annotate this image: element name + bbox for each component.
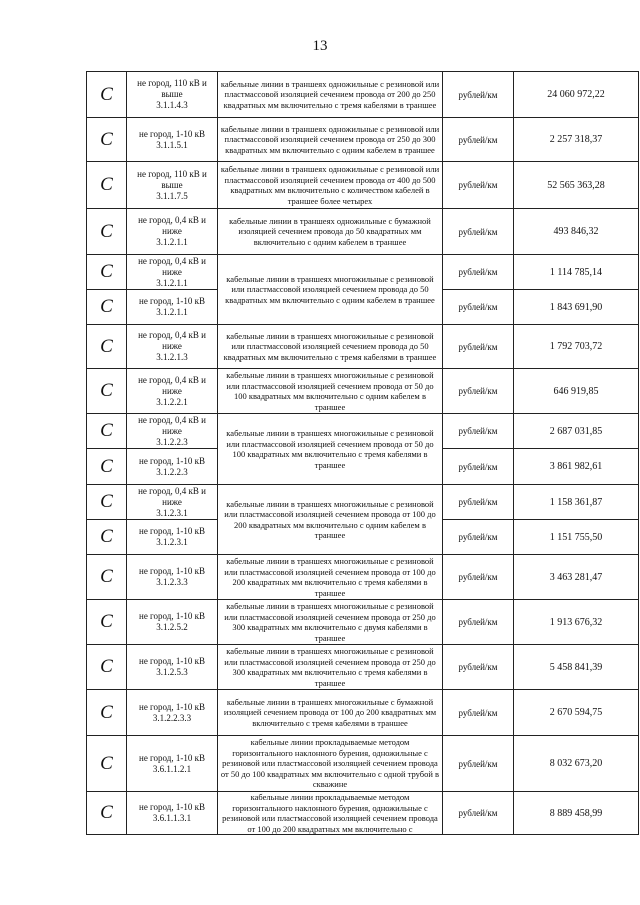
category-label: не город, 0,4 кВ и ниже [138, 255, 206, 277]
description-cell: кабельные линии в траншеях многожильные с резиновой или пластмассовой изоляцией сечением провода от 50 до 100 квадратных мм включительно с одним кабелем в траншее [218, 369, 443, 414]
rate-code: 3.1.2.2.3 [156, 436, 188, 447]
rate-value: 8 032 673,20 [514, 736, 639, 792]
description-cell: кабельные линии в траншеях одножильные с резиновой или пластмассовой изоляцией сечением провода от 250 до 300 квадратных мм включительно с одним кабелем в траншее [218, 118, 443, 162]
standard-symbol: C [87, 290, 127, 325]
category-cell [127, 325, 218, 369]
rates-table [86, 71, 639, 835]
rate-code: 3.1.2.1.1 [156, 307, 188, 317]
category-cell [127, 690, 218, 736]
category-label: не город, 0,4 кВ и ниже [138, 374, 206, 396]
unit-cell: рублей/км [443, 645, 514, 690]
standard-symbol: C [87, 520, 127, 555]
standard-symbol: C [87, 555, 127, 600]
unit-cell: рублей/км [443, 118, 514, 162]
rate-value: 1 158 361,87 [514, 485, 639, 520]
unit-cell: рублей/км [443, 255, 514, 290]
category-cell [127, 736, 218, 792]
standard-symbol: C [87, 736, 127, 792]
rate-code: 3.1.1.4.3 [156, 100, 188, 110]
table-row [87, 255, 639, 290]
description-cell: кабельные линии в траншеях многожильные с резиновой или пластмассовой изоляцией сечением провода от 100 до 200 квадратных мм включительно с тремя кабелями в траншее [218, 555, 443, 600]
category-label: не город, 110 кВ и выше [137, 168, 207, 190]
category-cell [127, 449, 218, 485]
rate-value: 1 151 755,50 [514, 520, 639, 555]
rate-code: 3.1.2.2.3.3 [152, 712, 192, 723]
unit-cell: рублей/км [443, 520, 514, 555]
rate-value: 1 913 676,32 [514, 600, 639, 645]
category-label: не город, 1-10 кВ [139, 128, 205, 139]
category-label: не город, 0,4 кВ и ниже [138, 215, 206, 236]
rate-code: 3.1.1.5.1 [156, 139, 188, 150]
standard-symbol: C [87, 792, 127, 835]
description-cell: кабельные линии в траншеях многожильные с резиновой или пластмассовой изоляцией сечением провода от 250 до 300 квадратных мм включительно с двумя кабелями в траншее [218, 600, 443, 645]
rate-value: 1 114 785,14 [514, 255, 639, 290]
table-row [87, 555, 639, 600]
unit-cell: рублей/км [443, 369, 514, 414]
unit-cell: рублей/км [443, 72, 514, 118]
standard-symbol: C [87, 255, 127, 290]
table-row [87, 369, 639, 414]
table-row [87, 645, 639, 690]
table-row [87, 72, 639, 118]
standard-symbol: C [87, 72, 127, 118]
unit-cell: рублей/км [443, 555, 514, 600]
rate-value: 24 060 972,22 [514, 72, 639, 118]
category-cell [127, 792, 218, 835]
rate-code: 3.1.2.5.3 [156, 667, 188, 677]
rate-value: 646 919,85 [514, 369, 639, 414]
page-number: 13 [312, 38, 328, 54]
category-cell [127, 255, 218, 290]
rate-value: 8 889 458,99 [514, 792, 639, 835]
standard-symbol: C [87, 414, 127, 449]
category-cell [127, 414, 218, 449]
category-cell [127, 209, 218, 255]
description-cell: кабельные линии в траншеях многожильные с бумажной изоляцией сечением провода от 100 до 200 квадратных мм включительно с тремя кабелями в траншее [218, 690, 443, 736]
standard-symbol: C [87, 209, 127, 255]
standard-symbol: C [87, 162, 127, 209]
unit-cell: рублей/км [443, 290, 514, 325]
rate-code: 3.1.2.3.1 [156, 507, 188, 518]
rate-code: 3.1.2.1.1 [156, 277, 188, 288]
rate-code: 3.1.2.3.1 [156, 537, 188, 547]
category-cell [127, 369, 218, 414]
unit-cell: рублей/км [443, 162, 514, 209]
unit-cell: рублей/км [443, 449, 514, 485]
category-cell [127, 290, 218, 325]
rate-value: 1 792 703,72 [514, 325, 639, 369]
rate-value: 2 670 594,75 [514, 690, 639, 736]
category-label: не город, 1-10 кВ [139, 566, 205, 576]
standard-symbol: C [87, 118, 127, 162]
description-cell: кабельные линии в траншеях многожильные с резиновой или пластмассовой изоляцией сечением провода до 50 квадратных мм включительно с одним кабелем в траншее [218, 255, 443, 325]
table-row [87, 485, 639, 520]
unit-cell: рублей/км [443, 485, 514, 520]
table-row [87, 325, 639, 369]
description-cell: кабельные линии в траншеях одножильные с резиновой или пластмассовой изоляцией сечением провода от 400 до 500 квадратных мм включительно с количеством кабелей в траншее более четырех [218, 162, 443, 209]
standard-symbol: C [87, 690, 127, 736]
category-label: не город, 1-10 кВ [139, 296, 205, 306]
rate-value: 52 565 363,28 [514, 162, 639, 209]
standard-symbol: C [87, 369, 127, 414]
rate-value: 2 687 031,85 [514, 414, 639, 449]
category-cell [127, 118, 218, 162]
rate-value: 5 458 841,39 [514, 645, 639, 690]
table-row [87, 600, 639, 645]
table-row [87, 118, 639, 162]
category-label: не город, 1-10 кВ [139, 701, 205, 712]
category-label: не город, 1-10 кВ [139, 656, 205, 666]
rate-value: 1 843 691,90 [514, 290, 639, 325]
table-row [87, 162, 639, 209]
description-cell: кабельные линии в траншеях одножильные с резиновой или пластмассовой изоляцией сечением провода от 200 до 250 квадратных мм включительно с тремя кабелями в траншее [218, 72, 443, 118]
rate-code: 3.6.1.1.2.1 [152, 763, 192, 774]
rate-value: 3 463 281,47 [514, 555, 639, 600]
category-cell [127, 555, 218, 600]
rate-value: 3 861 982,61 [514, 449, 639, 485]
description-cell: кабельные линии в траншеях многожильные с резиновой или пластмассовой изоляцией сечением провода от 250 до 300 квадратных мм включительно с тремя кабелями в траншее [218, 645, 443, 690]
category-cell [127, 600, 218, 645]
category-label: не город, 1-10 кВ [139, 611, 205, 621]
category-label: не город, 1-10 кВ [139, 802, 205, 812]
unit-cell: рублей/км [443, 209, 514, 255]
rate-code: 3.1.2.2.1 [156, 396, 188, 407]
category-label: не город, 1-10 кВ [139, 752, 205, 763]
rates-table-body [87, 72, 639, 835]
standard-symbol: C [87, 600, 127, 645]
category-label: не город, 0,4 кВ и ниже [138, 330, 206, 351]
category-cell [127, 485, 218, 520]
description-cell: кабельные линии в траншеях многожильные с резиновой или пластмассовой изоляцией сечением провода от 100 до 200 квадратных мм включительно с одним кабелем в траншее [218, 485, 443, 555]
category-cell [127, 72, 218, 118]
rate-value: 2 257 318,37 [514, 118, 639, 162]
standard-symbol: C [87, 485, 127, 520]
standard-symbol: C [87, 645, 127, 690]
rate-value: 493 846,32 [514, 209, 639, 255]
category-label: не город, 110 кВ и выше [137, 78, 207, 99]
rate-code: 3.1.2.5.2 [156, 622, 188, 632]
description-cell: кабельные линии прокладываемые методом горизонтального наклонного бурения, одножильные с резиновой или пластмассовой изоляцией сечением провода от 50 до 100 квадратных мм включительно с одной трубой в скважине [218, 736, 443, 792]
description-cell: кабельные линии в траншеях одножильные с бумажной изоляцией сечением провода до 50 квадратных мм включительно с одним кабелем в траншее [218, 209, 443, 255]
description-cell: кабельные линии в траншеях многожильные с резиновой или пластмассовой изоляцией сечением провода до 50 квадратных мм включительно с тремя кабелями в траншее [218, 325, 443, 369]
category-cell [127, 162, 218, 209]
rate-code: 3.1.2.1.1 [156, 237, 188, 247]
rate-code: 3.1.2.3.3 [156, 577, 188, 587]
description-cell: кабельные линии прокладываемые методом горизонтального наклонного бурения, одножильные с резиновой или пластмассовой изоляцией сечением провода от 100 до 200 квадратных мм включительно с [218, 792, 443, 835]
unit-cell: рублей/км [443, 600, 514, 645]
table-row [87, 792, 639, 835]
category-cell [127, 645, 218, 690]
table-row [87, 736, 639, 792]
description-cell: кабельные линии в траншеях многожильные с резиновой или пластмассовой изоляцией сечением провода от 50 до 100 квадратных мм включительно с тремя кабелями в траншее [218, 414, 443, 485]
table-row [87, 690, 639, 736]
unit-cell: рублей/км [443, 736, 514, 792]
category-label: не город, 1-10 кВ [139, 526, 205, 536]
rate-code: 3.1.2.1.3 [156, 352, 188, 362]
standard-symbol: C [87, 325, 127, 369]
rate-code: 3.1.2.2.3 [156, 466, 188, 477]
unit-cell: рублей/км [443, 325, 514, 369]
rate-code: 3.6.1.1.3.1 [152, 813, 192, 823]
category-cell [127, 520, 218, 555]
standard-symbol: C [87, 449, 127, 485]
table-row [87, 209, 639, 255]
category-label: не город, 0,4 кВ и ниже [138, 414, 206, 436]
category-label: не город, 1-10 кВ [139, 455, 205, 466]
unit-cell: рублей/км [443, 414, 514, 449]
unit-cell: рублей/км [443, 792, 514, 835]
table-row [87, 414, 639, 449]
rate-code: 3.1.1.7.5 [156, 190, 188, 201]
unit-cell: рублей/км [443, 690, 514, 736]
category-label: не город, 0,4 кВ и ниже [138, 485, 206, 507]
